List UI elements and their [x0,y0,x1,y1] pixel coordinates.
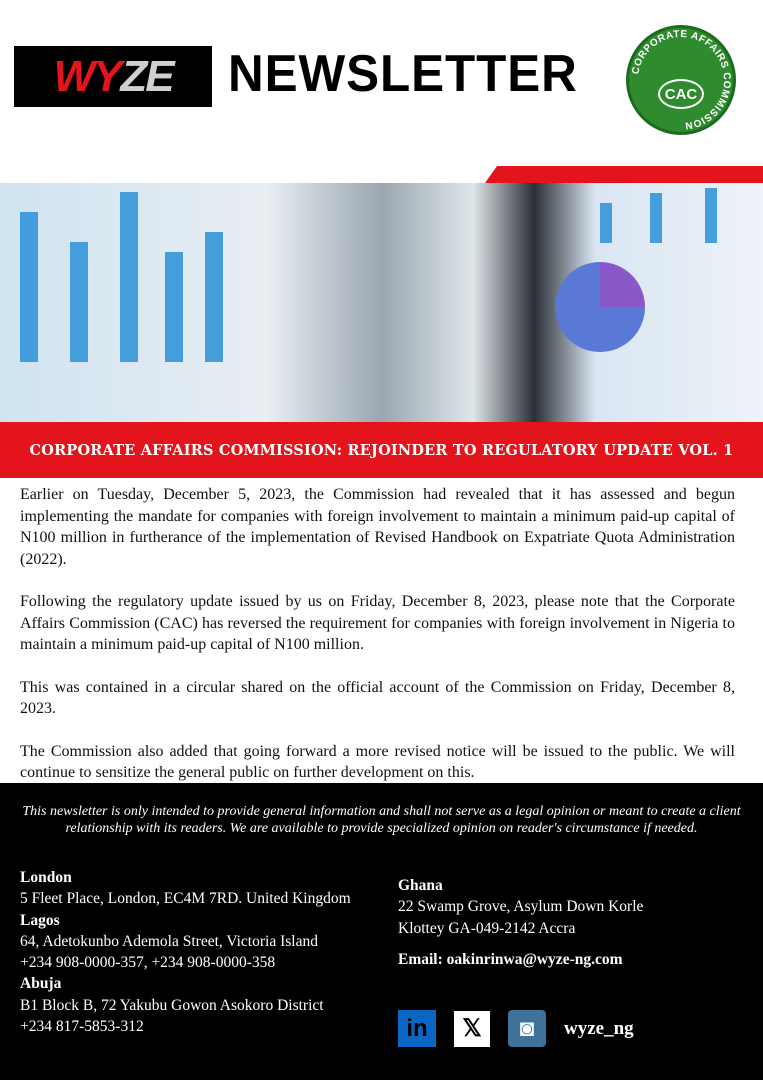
hero-image [0,183,763,422]
hero-pie-graphic [555,262,645,352]
paragraph: Following the regulatory update issued by us on Friday, December 8, 2023, please note that the Corporate Affairs Commission (CAC) has reversed the requirement for companies with foreign involvement in Nigeria to maintain a minimum paid-up capital of N100 million. [20,593,735,653]
seal-center-text: CAC [658,79,704,109]
lagos-address: 64, Adetokunbo Ademola Street, Victoria Island [20,932,318,950]
decorative-red-strip [485,166,763,183]
x-twitter-icon[interactable]: 𝕏 [454,1011,490,1047]
office-label-lagos: Lagos [20,911,60,929]
wyze-logo: WY ZE [14,46,212,107]
social-links [398,1010,634,1047]
lagos-phone: +234 908-0000-357, +234 908-0000-358 [20,954,276,972]
email-link[interactable]: Email: oakinrinwa@wyze-ng.com [398,950,623,968]
abuja-phone: +234 817-5853-312 [20,1018,144,1036]
social-handle[interactable]: wyze_ng [564,1017,634,1039]
ghana-address-2: Klottey GA-049-2142 Accra [398,919,576,937]
header [0,0,763,166]
london-address: 5 Fleet Place, London, EC4M 7RD. United Kingdom [20,890,351,908]
paragraph: This was contained in a circular shared on the official account of the Commission on Friday, December 8, 2023. [20,678,735,717]
cac-seal-logo [626,25,736,135]
abuja-address: B1 Block B, 72 Yakubu Gowon Asokoro District [20,996,324,1014]
office-label-abuja: Abuja [20,975,62,993]
paragraph: The Commission also added that going forward a more revised notice will be issued to the public. We will continue to sensitize the general public on further development on this. [20,742,735,781]
seal-ring-text: CORPORATE AFFAIRS COMMISSION [630,28,733,131]
footer [0,783,763,1080]
office-label-london: London [20,869,72,886]
disclaimer: This newsletter is only intended to provide general information and shall not serve as a legal opinion or meant to create a client relationship with its readers. We are available to provide specialized opinion on reader's circumstance if needed. [22,804,741,836]
offices-column [20,867,351,1037]
office-label-ghana: Ghana [398,877,443,894]
article-body [20,484,735,805]
paragraph: Earlier on Tuesday, December 5, 2023, the Commission had revealed that it has assessed and begun implementing the mandate for companies with foreign involvement to maintain a minimum paid-up capital of N100 million in furtherance of the implementation of Revised Handbook on Expatriate Quota Administration (2022). [20,486,735,568]
instagram-icon[interactable]: ◙ [508,1010,546,1047]
ghana-address-1: 22 Swamp Grove, Asylum Down Korle [398,898,644,916]
linkedin-icon[interactable]: in [398,1010,436,1047]
ghana-column [398,875,643,970]
newsletter-title: NEWSLETTER [228,45,578,103]
article-heading: CORPORATE AFFAIRS COMMISSION: REJOINDER TO REGULATORY UPDATE VOL. 1 [0,422,763,478]
